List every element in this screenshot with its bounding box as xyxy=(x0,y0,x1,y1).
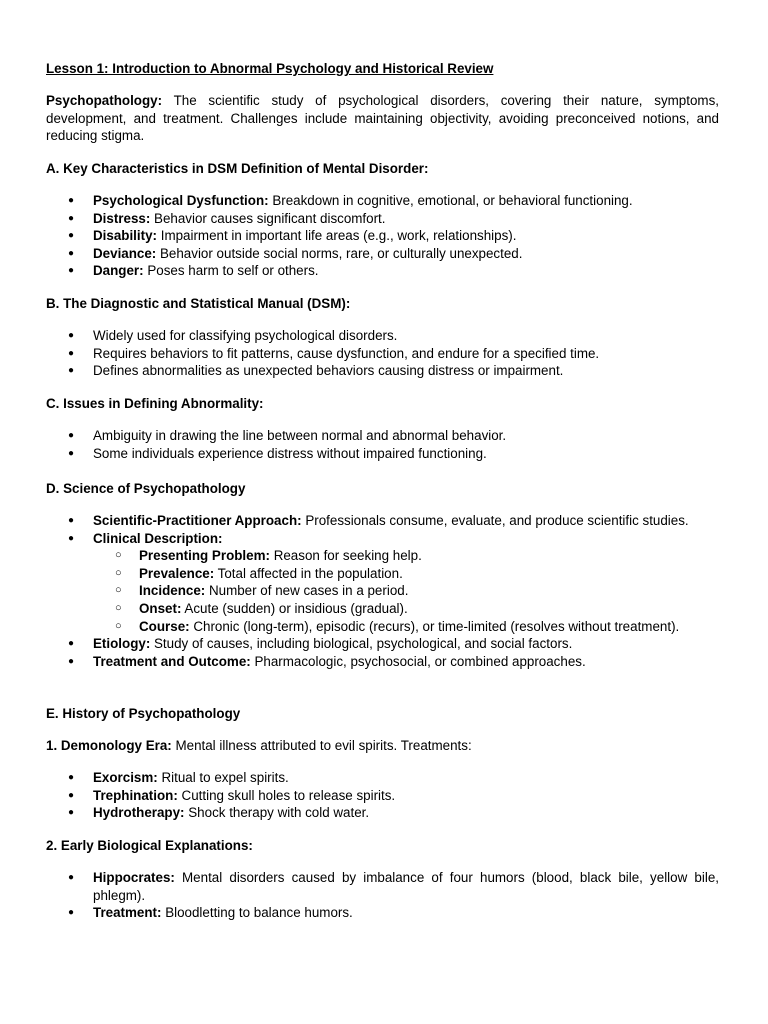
list-item xyxy=(46,904,719,922)
intro-term: Psychopathology: xyxy=(46,93,163,108)
demonology-term: 1. Demonology Era: xyxy=(46,738,172,753)
item-text: Shock therapy with cold water. xyxy=(184,805,370,821)
item-term: Danger: xyxy=(93,263,144,279)
item-term: Onset: xyxy=(139,600,182,616)
item-text: Poses harm to self or others. xyxy=(143,263,319,279)
list-item: ● Some individuals experience distress without impaired functioning. xyxy=(46,445,719,463)
list-item xyxy=(46,262,719,280)
item-text: Behavior outside social norms, rare, or culturally unexpected. xyxy=(156,245,523,261)
item-term: Etiology: xyxy=(93,636,151,652)
item-term: Trephination: xyxy=(93,787,178,803)
item-term: Prevalence: xyxy=(139,565,215,581)
item-term: Hippocrates: xyxy=(93,870,175,885)
list-item xyxy=(46,210,719,228)
item-term: Clinical Description: xyxy=(93,530,223,546)
list-item xyxy=(46,769,719,787)
demonology-text: Mental illness attributed to evil spirits. Treatments: xyxy=(171,738,472,753)
biological-list xyxy=(46,869,719,922)
list-item xyxy=(46,787,719,805)
item-term: Exorcism: xyxy=(93,770,158,785)
list-item xyxy=(46,227,719,245)
biological-heading: 2. Early Biological Explanations: xyxy=(46,838,253,853)
sublist-item xyxy=(93,547,719,565)
item-text: Study of causes, including biological, psychological, and social factors. xyxy=(150,636,573,652)
item-text: Behavior causes significant discomfort. xyxy=(150,210,386,226)
sublist-item xyxy=(93,618,719,636)
item-term: Treatment and Outcome: xyxy=(93,653,251,669)
list-item xyxy=(46,192,719,210)
sublist-item xyxy=(93,582,719,600)
clinical-sublist xyxy=(93,547,719,635)
list-item xyxy=(46,804,719,822)
demonology-list xyxy=(46,769,719,822)
list-item: ● Requires behaviors to fit patterns, cause dysfunction, and endure for a specified time. xyxy=(46,345,719,363)
item-term: Scientific-Practitioner Approach: xyxy=(93,513,302,528)
item-text: Ritual to expel spirits. xyxy=(157,770,289,785)
section-a-heading: A. Key Characteristics in DSM Definition of Mental Disorder: xyxy=(46,161,429,176)
section-d-heading: D. Science of Psychopathology xyxy=(46,481,246,496)
item-text: Number of new cases in a period. xyxy=(205,583,409,599)
list-item xyxy=(46,512,719,530)
item-text: Mental disorders caused by imbalance of four humors (blood, black bile, yellow bile, phlegm). xyxy=(93,870,719,903)
section-c-list xyxy=(46,427,719,462)
item-text: Chronic (long-term), episodic (recurs), or time-limited (resolves without treatment). xyxy=(189,618,680,634)
section-b-list xyxy=(46,327,719,380)
item-term: Deviance: xyxy=(93,245,157,261)
item-term: Presenting Problem: xyxy=(139,548,270,564)
list-item: ● Widely used for classifying psychological disorders. xyxy=(46,327,719,345)
item-text: Pharmacologic, psychosocial, or combined approaches. xyxy=(250,653,586,669)
section-a-list xyxy=(46,192,719,280)
item-text: Breakdown in cognitive, emotional, or behavioral functioning. xyxy=(268,193,633,208)
sublist-item xyxy=(93,600,719,618)
section-e-heading: E. History of Psychopathology xyxy=(46,706,241,721)
demonology-paragraph xyxy=(46,737,719,755)
section-d-list xyxy=(46,512,719,670)
list-item: ● Ambiguity in drawing the line between normal and abnormal behavior. xyxy=(46,427,719,445)
item-text: Reason for seeking help. xyxy=(269,548,422,564)
section-c-heading: C. Issues in Defining Abnormality: xyxy=(46,396,264,411)
lesson-title: Lesson 1: Introduction to Abnormal Psychology and Historical Review xyxy=(46,61,494,76)
list-item xyxy=(46,869,719,904)
list-item xyxy=(46,245,719,263)
item-text: Total affected in the population. xyxy=(214,565,403,581)
section-b-heading: B. The Diagnostic and Statistical Manual (DSM): xyxy=(46,296,351,311)
intro-text: The scientific study of psychological disorders, covering their nature, symptoms, development, and treatment. Challenges include maintaining objectivity, avoiding preconceived notions, and reducing stigma. xyxy=(46,93,719,144)
item-text: Bloodletting to balance humors. xyxy=(161,905,353,921)
sublist-item xyxy=(93,565,719,583)
item-text: Cutting skull holes to release spirits. xyxy=(177,787,396,803)
item-term: Hydrotherapy: xyxy=(93,805,185,821)
list-item xyxy=(46,635,719,653)
item-term: Treatment: xyxy=(93,905,162,921)
item-term: Incidence: xyxy=(139,583,206,599)
item-term: Distress: xyxy=(93,210,151,226)
item-term: Course: xyxy=(139,618,190,634)
item-text: Impairment in important life areas (e.g., work, relationships). xyxy=(157,228,517,244)
list-item xyxy=(46,653,719,671)
list-item: ● Defines abnormalities as unexpected behaviors causing distress or impairment. xyxy=(46,362,719,380)
intro-paragraph xyxy=(46,92,719,145)
item-term: Disability: xyxy=(93,228,157,244)
item-text: Acute (sudden) or insidious (gradual). xyxy=(181,600,408,616)
item-term: Psychological Dysfunction: xyxy=(93,193,269,208)
list-item xyxy=(46,530,719,636)
item-text: Professionals consume, evaluate, and produce scientific studies. xyxy=(301,513,689,528)
